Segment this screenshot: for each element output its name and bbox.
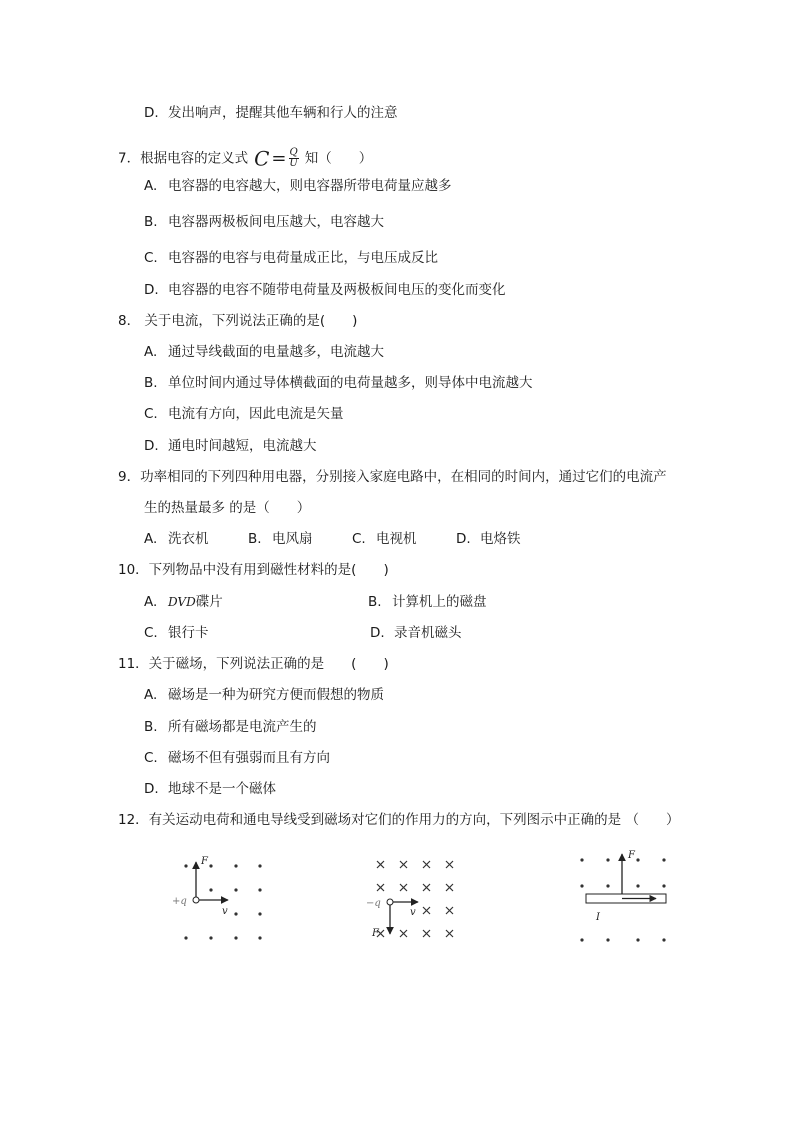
formula-fraction bbox=[289, 148, 299, 169]
option-text: 所有磁场都是电流产生的 bbox=[168, 719, 317, 735]
option-label: B. bbox=[144, 375, 158, 391]
option-label: C. bbox=[144, 406, 158, 422]
q10-option-a bbox=[144, 593, 223, 611]
charge-label: +q bbox=[172, 896, 187, 907]
q10-option-d bbox=[370, 624, 462, 642]
option-label: C. bbox=[144, 250, 158, 266]
q11-option-b bbox=[144, 718, 317, 736]
option-label: A. bbox=[144, 531, 158, 547]
q11-option-d bbox=[144, 780, 276, 798]
option-label: C. bbox=[352, 531, 366, 547]
option-label: D. bbox=[144, 105, 159, 121]
option-text: 录音机磁头 bbox=[394, 625, 462, 641]
q12-stem: 12．有关运动电荷和通电导线受到磁场对它们的作用力的方向，下列图示中正确的是 （ ） bbox=[118, 812, 680, 828]
charge-label: −q bbox=[366, 898, 381, 909]
option-text: 磁场是一种为研究方便而假想的物质 bbox=[168, 687, 384, 703]
q10-stem: 10．下列物品中没有用到磁性材料的是( ) bbox=[118, 562, 389, 578]
formula-denominator: U bbox=[289, 158, 298, 169]
option-label: B. bbox=[144, 719, 158, 735]
option-text: 电容器的电容不随带电荷量及两极板间电压的变化而变化 bbox=[168, 282, 506, 298]
q9-options bbox=[144, 530, 521, 548]
formula-lhs: C bbox=[254, 146, 270, 171]
force-label: F bbox=[201, 856, 208, 867]
velocity-label: v bbox=[222, 906, 228, 917]
option-label: D. bbox=[144, 781, 159, 797]
figure-3 bbox=[570, 846, 680, 948]
formula-eq: = bbox=[271, 147, 287, 169]
q9-option-c bbox=[352, 530, 456, 548]
q6-option-d bbox=[144, 104, 398, 122]
velocity-label: v bbox=[410, 907, 416, 918]
option-text: 电容器的电容越大，则电容器所带电荷量应越多 bbox=[168, 178, 452, 194]
q9-stem-line1: 9．功率相同的下列四种用电器，分别接入家庭电路中，在相同的时间内，通过它们的电流产 bbox=[118, 469, 667, 485]
option-text: 发出响声，提醒其他车辆和行人的注意 bbox=[168, 105, 398, 121]
option-label: A. bbox=[144, 178, 158, 194]
option-text: 计算机上的磁盘 bbox=[392, 594, 487, 610]
option-label: D. bbox=[144, 438, 159, 454]
option-text: 银行卡 bbox=[168, 625, 209, 641]
option-label: B. bbox=[368, 594, 382, 610]
option-text: 碟片 bbox=[195, 594, 223, 610]
option-text: 电流有方向，因此电流是矢量 bbox=[168, 406, 344, 422]
q10-option-c bbox=[144, 624, 209, 642]
force-label: F bbox=[372, 928, 379, 939]
q7-suffix: 知（ ） bbox=[304, 150, 373, 167]
q9-option-d bbox=[456, 530, 521, 548]
capacitance-formula bbox=[254, 144, 299, 173]
q7-option-c bbox=[144, 249, 438, 267]
q11-stem: 11．关于磁场，下列说法正确的是 ( ) bbox=[118, 656, 389, 672]
figure-2 bbox=[364, 852, 474, 948]
current-label: I bbox=[596, 912, 600, 923]
q7-option-d bbox=[144, 281, 506, 299]
option-text: 电烙铁 bbox=[480, 531, 521, 547]
option-label: B. bbox=[248, 531, 262, 547]
option-text: 电容器的电容与电荷量成正比，与电压成反比 bbox=[168, 250, 438, 266]
q7-stem bbox=[118, 144, 372, 173]
q11-option-c bbox=[144, 749, 330, 767]
option-text: 电视机 bbox=[376, 531, 417, 547]
option-text: 磁场不但有强弱而且有方向 bbox=[168, 750, 330, 766]
option-text: 通过导线截面的电量越多，电流越大 bbox=[168, 344, 384, 360]
option-text: 通电时间越短，电流越大 bbox=[168, 438, 317, 454]
option-text: 洗衣机 bbox=[168, 531, 209, 547]
q7-prefix: 7．根据电容的定义式 bbox=[118, 150, 249, 167]
force-label: F bbox=[628, 850, 635, 861]
option-text: 地球不是一个磁体 bbox=[168, 781, 276, 797]
q9-option-b bbox=[248, 530, 352, 548]
q8-option-d bbox=[144, 437, 317, 455]
option-text-italic: DVD bbox=[168, 595, 196, 609]
option-label: C. bbox=[144, 625, 158, 641]
option-label: D. bbox=[370, 625, 385, 641]
option-text: 电风扇 bbox=[272, 531, 313, 547]
q8-option-b bbox=[144, 374, 533, 392]
q7-option-a bbox=[144, 177, 452, 195]
option-label: C. bbox=[144, 750, 158, 766]
q7-option-b bbox=[144, 213, 384, 231]
option-label: B. bbox=[144, 214, 158, 230]
option-label: A. bbox=[144, 344, 158, 360]
q10-option-b bbox=[368, 593, 487, 611]
q8-option-c bbox=[144, 405, 344, 423]
q8-option-a bbox=[144, 343, 384, 361]
q11-option-a bbox=[144, 686, 384, 704]
option-text: 单位时间内通过导体横截面的电荷量越多，则导体中电流越大 bbox=[168, 375, 533, 391]
charge-circle bbox=[387, 899, 393, 905]
q8-stem: 8． 关于电流，下列说法正确的是( ) bbox=[118, 313, 358, 329]
option-label: D. bbox=[456, 531, 471, 547]
figure-1 bbox=[168, 848, 278, 948]
formula-numerator: Q bbox=[289, 147, 298, 158]
q9-stem-line2: 生的热量最多 的是（ ） bbox=[144, 500, 311, 516]
option-label: A. bbox=[144, 687, 158, 703]
option-text: 电容器两极板间电压越大，电容越大 bbox=[168, 214, 384, 230]
option-label: D. bbox=[144, 282, 159, 298]
q9-option-a bbox=[144, 530, 248, 548]
field-dots bbox=[580, 858, 665, 941]
option-label: A. bbox=[144, 594, 158, 610]
charge-circle bbox=[193, 897, 199, 903]
